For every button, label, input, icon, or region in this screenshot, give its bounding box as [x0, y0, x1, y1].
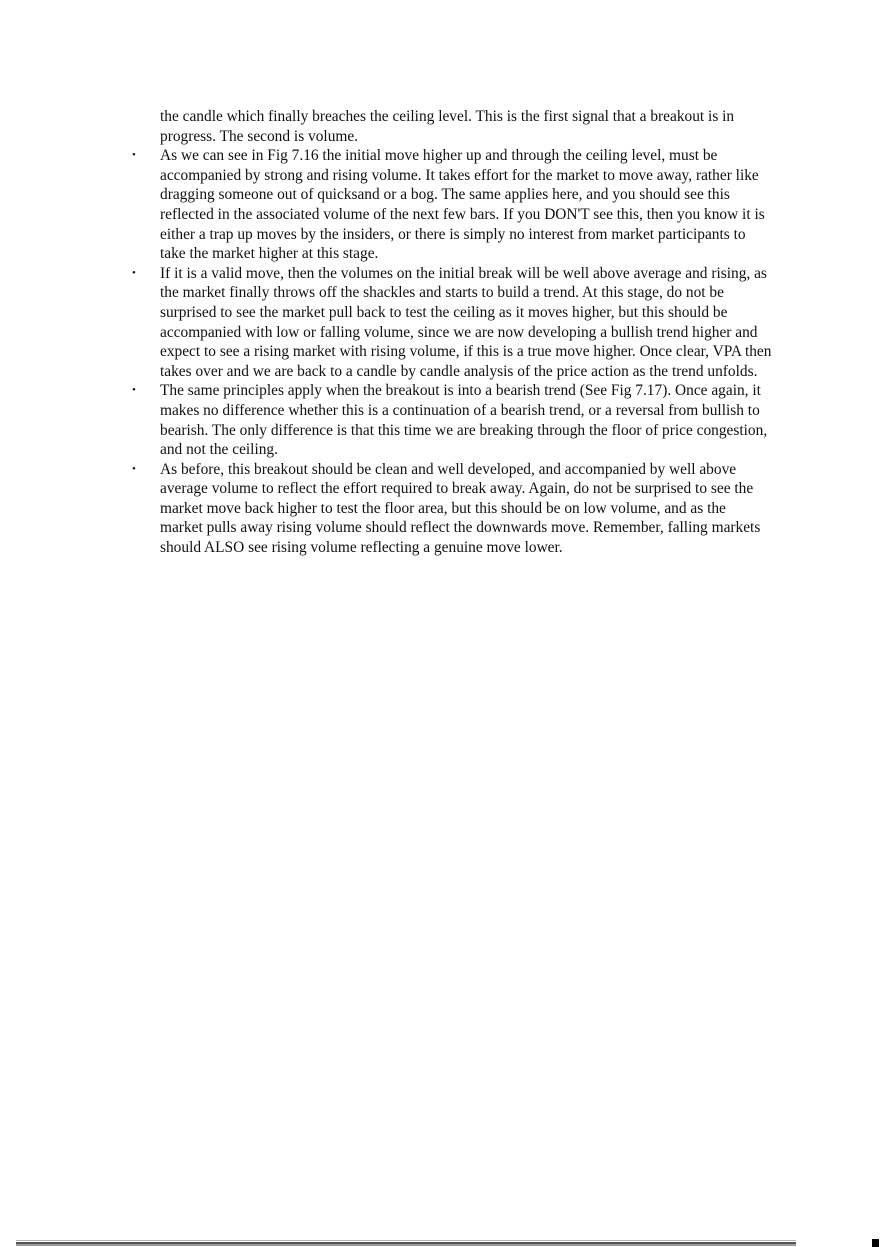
bullet-text: As we can see in Fig 7.16 the initial move higher up and through the ceiling level, must be accompanied by strong and rising volume. It takes effort for the market to move away, rather like dragging someone out of quicksand or a bog. The same applies here, and you should see this reflected in the associated volume of the next few bars. If you DON'T see this, then you know it is either a trap up moves by the insiders, or there is simply no interest from market participants to take the market higher at this stage. [160, 147, 765, 263]
bullet-marker-icon: • [132, 149, 136, 162]
bullet-text: The same principles apply when the breakout is into a bearish trend (See Fig 7.17). Once again, it makes no difference whether this is a continuation of a bearish trend, or a reversal from bullish to bearish. The only difference is that this time we are breaking through the floor of price congestion, and not the ceiling. [160, 382, 768, 459]
bullet-item [132, 146, 772, 264]
bullet-list [132, 146, 772, 557]
footer-rule-divider [16, 1240, 796, 1246]
bullet-text: If it is a valid move, then the volumes on the initial break will be well above average and rising, as the market finally throws off the shackles and starts to build a trend. At this stage, do not be surprised to see the market pull back to test the ceiling as it moves higher, but this should be accompanied with low or falling volume, since we are now developing a bullish trend higher and expect to see a rising market with rising volume, if this is a true move higher. Once clear, VPA then takes over and we are back to a candle by candle analysis of the price action as the trend unfolds. [160, 264, 772, 380]
bullet-marker-icon: • [132, 462, 136, 475]
bullet-marker-icon: • [132, 384, 136, 397]
page-content [132, 107, 772, 558]
bullet-item [132, 460, 772, 558]
bullet-text: As before, this breakout should be clean and well developed, and accompanied by well above average volume to reflect the effort required to break away. Again, do not be surprised to see the market move back higher to test the floor area, but this should be on low volume, and as the market pulls away rising volume should reflect the downwards move. Remember, falling markets should ALSO see rising volume reflecting a genuine move lower. [160, 460, 761, 557]
bullet-marker-icon: • [132, 266, 136, 279]
page-corner-mark [872, 1239, 879, 1247]
bullet-item [132, 264, 772, 382]
continuation-paragraph: the candle which finally breaches the ceiling level. This is the first signal that a breakout is in progress. The second is volume. [160, 108, 735, 145]
bullet-item [132, 381, 772, 459]
